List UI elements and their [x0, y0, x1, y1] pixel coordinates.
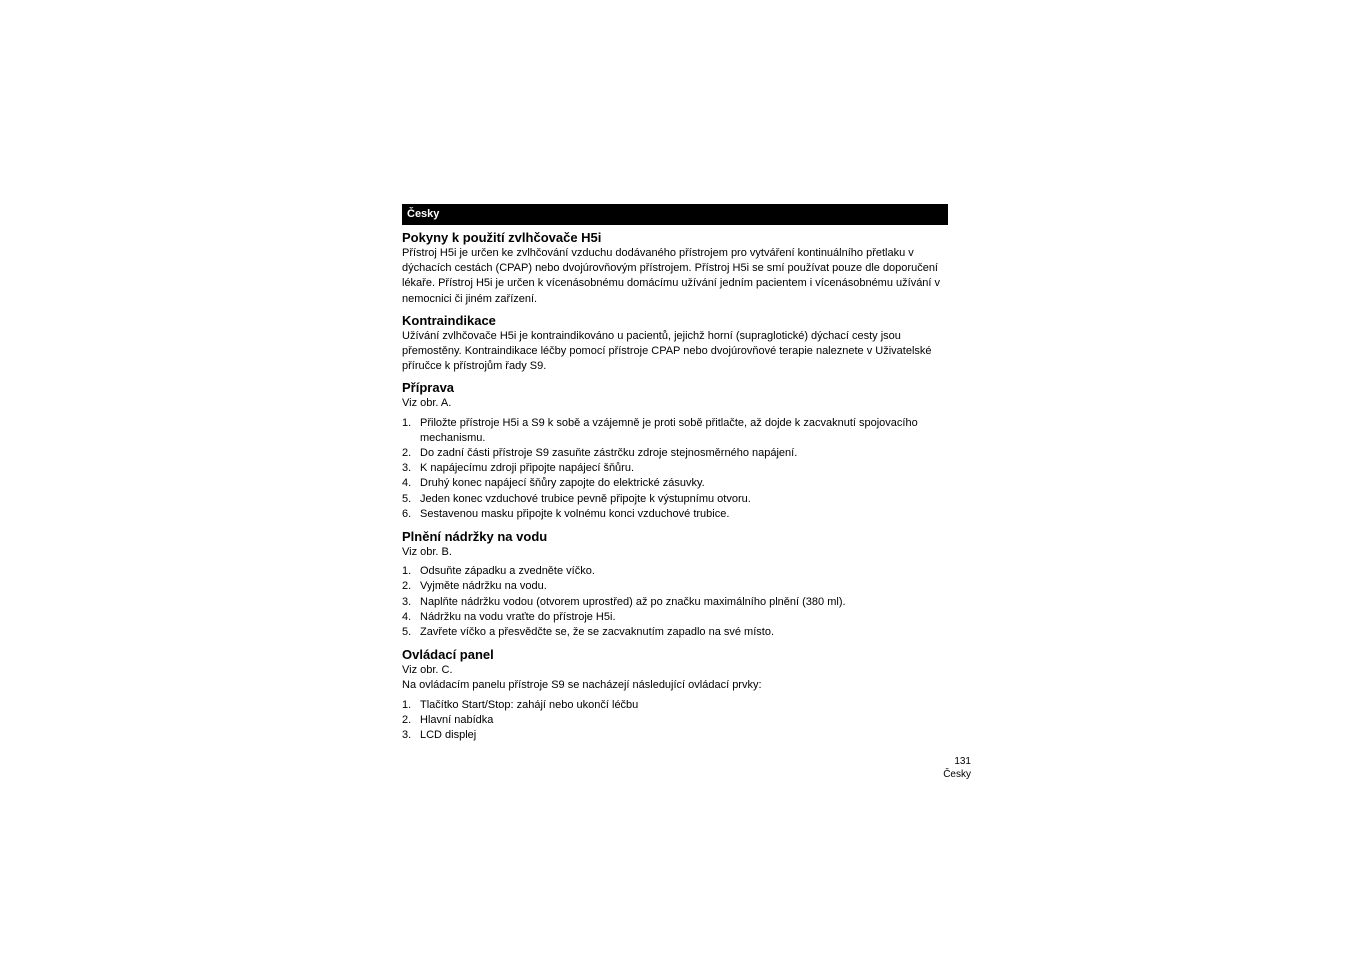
- list-item: 1. Tlačítko Start/Stop: zahájí nebo ukončí léčbu: [402, 698, 639, 711]
- section-title: Příprava: [402, 380, 455, 396]
- section-usage: [402, 230, 950, 307]
- step-list: [402, 416, 950, 522]
- section-water-tub: [402, 529, 950, 640]
- section-paragraph: Přístroj H5i je určen ke zvlhčování vzduchu dodávaného přístrojem pro vytváření kontinuálního přetlaku v dýchacích cestách (CPAP) nebo dvojúrovňovým přístrojem. Přístroj H5i se smí používat pouze dle doporučení lékaře. Přístroj H5i je určen k vícenásobnému domácímu užívání jedním pacientem i vícenásobnému užívání v nemocnici či jiném zařízení.: [402, 247, 941, 305]
- section-paragraph: Na ovládacím panelu přístroje S9 se nacházejí následující ovládací prvky:: [402, 679, 762, 692]
- list-item: 3. LCD displej: [402, 729, 477, 742]
- step-list: [402, 698, 950, 744]
- section-title: Pokyny k použití zvlhčovače H5i: [402, 230, 602, 245]
- list-item: 3. Naplňte nádržku vodou (otvorem uprostřed) až po značku maximálního plnění (380 ml).: [402, 595, 846, 608]
- section-title: Kontraindikace: [402, 312, 496, 328]
- list-item: 4. Druhý konec napájecí šňůry zapojte do elektrické zásuvky.: [402, 477, 705, 490]
- page-number: 131: [954, 756, 971, 767]
- section-title: Plnění nádržky na vodu: [402, 529, 548, 545]
- section-contraindications: [402, 313, 950, 375]
- list-item: 1. Přiložte přístroje H5i a S9 k sobě a vzájemně je proti sobě přitlačte, až dojde k zacvaknutí spojovacího mechanismu.: [402, 416, 918, 444]
- section-control-panel: [402, 647, 950, 743]
- section-paragraph: Viz obr. A.: [402, 397, 452, 410]
- list-item: 2. Hlavní nabídka: [402, 713, 494, 726]
- list-item: 5. Zavřete víčko a přesvědčte se, že se zacvaknutím zapadlo na své místo.: [402, 626, 774, 639]
- section-preparation: [402, 380, 950, 522]
- section-title: Ovládací panel: [402, 647, 494, 663]
- section-paragraph: Viz obr. C.: [402, 664, 453, 677]
- list-item: 2. Do zadní části přístroje S9 zasuňte zástrčku zdroje stejnosměrného napájení.: [402, 447, 798, 460]
- list-item: 6. Sestavenou masku připojte k volnému konci vzduchové trubice.: [402, 507, 730, 520]
- step-list: [402, 564, 950, 640]
- list-item: 4. Nádržku na vodu vraťte do přístroje H5i.: [402, 610, 616, 623]
- section-paragraph: Viz obr. B.: [402, 546, 452, 559]
- footer-language: Česky: [943, 769, 971, 780]
- list-item: 1. Odsuňte západku a zvedněte víčko.: [402, 565, 595, 578]
- list-item: 5. Jeden konec vzduchové trubice pevně připojte k výstupnímu otvoru.: [402, 492, 751, 505]
- language-header-bar: [402, 204, 948, 225]
- document-body: [402, 230, 950, 748]
- page-footer: [943, 755, 971, 781]
- list-item: 3. K napájecímu zdroji připojte napájecí šňůru.: [402, 462, 635, 475]
- language-header-label: Česky: [407, 208, 440, 220]
- section-paragraph: Užívání zvlhčovače H5i je kontraindikováno u pacientů, jejichž horní (supraglotické) dýchací cesty jsou přemostěny. Kontraindikace léčby pomocí přístroje CPAP nebo dvojúrovňové terapie naleznete v Uživatelské příručce k přístrojům řady S9.: [402, 329, 932, 373]
- list-item: 2. Vyjměte nádržku na vodu.: [402, 580, 547, 593]
